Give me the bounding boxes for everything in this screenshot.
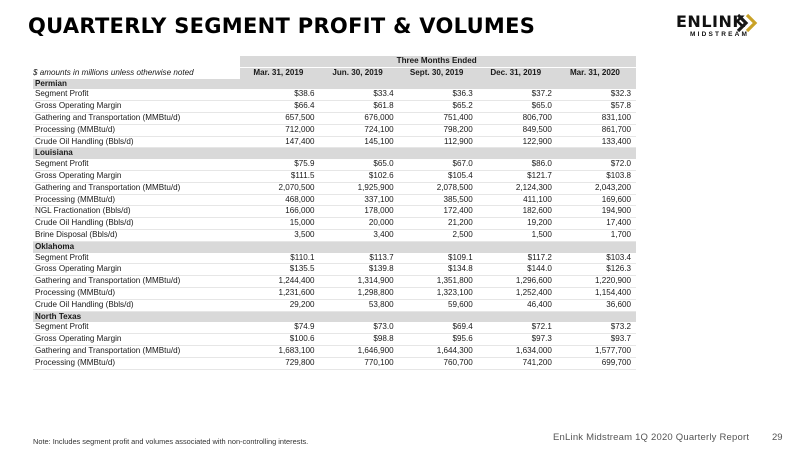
row-value: 17,400 bbox=[557, 218, 636, 230]
row-value: $65.0 bbox=[319, 159, 398, 170]
row-label: NGL Fractionation (Bbls/d) bbox=[33, 206, 240, 218]
table-row bbox=[33, 170, 636, 182]
row-value: 741,200 bbox=[478, 357, 557, 369]
row-value: $144.0 bbox=[478, 264, 557, 276]
row-value: 112,900 bbox=[399, 136, 478, 148]
row-value: $100.6 bbox=[240, 334, 319, 346]
row-value: 1,925,900 bbox=[319, 182, 398, 194]
row-label: Gross Operating Margin bbox=[33, 101, 240, 113]
segment-profit-table bbox=[33, 56, 636, 370]
row-value: 147,400 bbox=[240, 136, 319, 148]
row-label: Processing (MMBtu/d) bbox=[33, 124, 240, 136]
row-value: 699,700 bbox=[557, 357, 636, 369]
row-value: $32.3 bbox=[557, 89, 636, 100]
row-value: 337,100 bbox=[319, 194, 398, 206]
row-label: Gathering and Transportation (MMBtu/d) bbox=[33, 276, 240, 288]
row-value: $33.4 bbox=[319, 89, 398, 100]
row-value: 59,600 bbox=[399, 299, 478, 311]
row-value: 729,800 bbox=[240, 357, 319, 369]
segment-name: Louisiana bbox=[33, 148, 636, 159]
row-value: 1,323,100 bbox=[399, 287, 478, 299]
row-value: 166,000 bbox=[240, 206, 319, 218]
row-value: $103.4 bbox=[557, 253, 636, 264]
row-value: 1,314,900 bbox=[319, 276, 398, 288]
column-header: Jun. 30, 2019 bbox=[319, 67, 398, 78]
row-value: $105.4 bbox=[399, 170, 478, 182]
row-label: Brine Disposal (Bbls/d) bbox=[33, 229, 240, 241]
row-value: $69.4 bbox=[399, 322, 478, 333]
row-value: 21,200 bbox=[399, 218, 478, 230]
table-row bbox=[33, 218, 636, 230]
table-row bbox=[33, 159, 636, 170]
row-value: 849,500 bbox=[478, 124, 557, 136]
segment-header-row bbox=[33, 148, 636, 159]
row-value: $37.2 bbox=[478, 89, 557, 100]
row-value: 1,646,900 bbox=[319, 345, 398, 357]
row-value: $126.3 bbox=[557, 264, 636, 276]
row-value: 3,400 bbox=[319, 229, 398, 241]
table-row bbox=[33, 124, 636, 136]
company-logo bbox=[676, 12, 776, 48]
table-row bbox=[33, 229, 636, 241]
row-label: Crude Oil Handling (Bbls/d) bbox=[33, 136, 240, 148]
row-value: 2,078,500 bbox=[399, 182, 478, 194]
table-row bbox=[33, 101, 636, 113]
row-value: 2,043,200 bbox=[557, 182, 636, 194]
row-value: 798,200 bbox=[399, 124, 478, 136]
row-value: $102.6 bbox=[319, 170, 398, 182]
table-row bbox=[33, 345, 636, 357]
units-note: $ amounts in millions unless otherwise noted bbox=[33, 67, 194, 77]
row-value: $38.6 bbox=[240, 89, 319, 100]
row-label: Processing (MMBtu/d) bbox=[33, 357, 240, 369]
row-label: Segment Profit bbox=[33, 89, 240, 100]
row-label: Crude Oil Handling (Bbls/d) bbox=[33, 299, 240, 311]
table-row bbox=[33, 299, 636, 311]
row-value: 194,900 bbox=[557, 206, 636, 218]
row-value: 20,000 bbox=[319, 218, 398, 230]
row-value: $109.1 bbox=[399, 253, 478, 264]
footer-report-title: EnLink Midstream 1Q 2020 Quarterly Report bbox=[553, 432, 750, 443]
table-row bbox=[33, 357, 636, 369]
row-label: Gross Operating Margin bbox=[33, 264, 240, 276]
column-header: Mar. 31, 2019 bbox=[240, 67, 319, 78]
row-label: Gathering and Transportation (MMBtu/d) bbox=[33, 182, 240, 194]
row-value: 1,252,400 bbox=[478, 287, 557, 299]
row-value: 1,644,300 bbox=[399, 345, 478, 357]
row-value: $121.7 bbox=[478, 170, 557, 182]
table-row bbox=[33, 89, 636, 100]
row-value: $57.8 bbox=[557, 101, 636, 113]
row-label: Gathering and Transportation (MMBtu/d) bbox=[33, 112, 240, 124]
row-value: 1,700 bbox=[557, 229, 636, 241]
row-value: $93.7 bbox=[557, 334, 636, 346]
row-value: 657,500 bbox=[240, 112, 319, 124]
segment-header-row bbox=[33, 311, 636, 322]
row-value: $135.5 bbox=[240, 264, 319, 276]
segment-header-row bbox=[33, 241, 636, 252]
row-value: $111.5 bbox=[240, 170, 319, 182]
row-value: 1,351,800 bbox=[399, 276, 478, 288]
row-value: 1,231,600 bbox=[240, 287, 319, 299]
row-label: Crude Oil Handling (Bbls/d) bbox=[33, 218, 240, 230]
table-row bbox=[33, 206, 636, 218]
row-value: 178,000 bbox=[319, 206, 398, 218]
row-value: $75.9 bbox=[240, 159, 319, 170]
row-value: $65.0 bbox=[478, 101, 557, 113]
row-value: 468,000 bbox=[240, 194, 319, 206]
row-value: $110.1 bbox=[240, 253, 319, 264]
table-row bbox=[33, 253, 636, 264]
row-value: $113.7 bbox=[319, 253, 398, 264]
row-value: 1,683,100 bbox=[240, 345, 319, 357]
table-row bbox=[33, 276, 636, 288]
row-value: 182,600 bbox=[478, 206, 557, 218]
segment-name: Permian bbox=[33, 79, 636, 90]
row-value: 861,700 bbox=[557, 124, 636, 136]
row-value: 806,700 bbox=[478, 112, 557, 124]
page-title: QUARTERLY SEGMENT PROFIT & VOLUMES bbox=[28, 14, 536, 38]
row-value: 46,400 bbox=[478, 299, 557, 311]
row-value: 1,577,700 bbox=[557, 345, 636, 357]
table-row bbox=[33, 112, 636, 124]
logo-wordmark: ENLINK bbox=[676, 12, 746, 31]
row-value: 831,100 bbox=[557, 112, 636, 124]
row-value: 172,400 bbox=[399, 206, 478, 218]
row-label: Processing (MMBtu/d) bbox=[33, 287, 240, 299]
row-value: 2,124,300 bbox=[478, 182, 557, 194]
row-value: 169,600 bbox=[557, 194, 636, 206]
row-value: 1,500 bbox=[478, 229, 557, 241]
row-value: $95.6 bbox=[399, 334, 478, 346]
chevron-arrows-icon bbox=[736, 13, 764, 33]
row-value: 1,298,800 bbox=[319, 287, 398, 299]
row-value: $65.2 bbox=[399, 101, 478, 113]
row-value: 133,400 bbox=[557, 136, 636, 148]
row-value: 1,154,400 bbox=[557, 287, 636, 299]
row-label: Segment Profit bbox=[33, 159, 240, 170]
row-value: $61.8 bbox=[319, 101, 398, 113]
logo-subtitle: MIDSTREAM bbox=[690, 31, 750, 38]
row-value: $134.8 bbox=[399, 264, 478, 276]
table-row bbox=[33, 287, 636, 299]
row-value: $98.8 bbox=[319, 334, 398, 346]
column-header: Dec. 31, 2019 bbox=[478, 67, 557, 78]
row-value: 2,500 bbox=[399, 229, 478, 241]
row-value: 1,296,600 bbox=[478, 276, 557, 288]
column-header: Mar. 31, 2020 bbox=[557, 67, 636, 78]
segment-table-container bbox=[33, 56, 636, 370]
table-row bbox=[33, 322, 636, 333]
row-value: 712,000 bbox=[240, 124, 319, 136]
row-value: 1,220,900 bbox=[557, 276, 636, 288]
table-row bbox=[33, 136, 636, 148]
row-value: 3,500 bbox=[240, 229, 319, 241]
row-value: 724,100 bbox=[319, 124, 398, 136]
table-row bbox=[33, 334, 636, 346]
row-value: $72.1 bbox=[478, 322, 557, 333]
row-value: 53,800 bbox=[319, 299, 398, 311]
row-value: 19,200 bbox=[478, 218, 557, 230]
row-value: $72.0 bbox=[557, 159, 636, 170]
row-value: 411,100 bbox=[478, 194, 557, 206]
segment-header-row bbox=[33, 79, 636, 90]
column-header: Sept. 30, 2019 bbox=[399, 67, 478, 78]
row-value: 122,900 bbox=[478, 136, 557, 148]
row-value: $73.2 bbox=[557, 322, 636, 333]
row-value: 145,100 bbox=[319, 136, 398, 148]
row-value: 1,244,400 bbox=[240, 276, 319, 288]
row-value: $67.0 bbox=[399, 159, 478, 170]
row-value: 760,700 bbox=[399, 357, 478, 369]
row-value: 29,200 bbox=[240, 299, 319, 311]
group-header: Three Months Ended bbox=[240, 56, 636, 67]
row-value: 385,500 bbox=[399, 194, 478, 206]
segment-name: North Texas bbox=[33, 311, 636, 322]
table-row bbox=[33, 194, 636, 206]
row-value: 15,000 bbox=[240, 218, 319, 230]
row-value: $117.2 bbox=[478, 253, 557, 264]
row-value: $73.0 bbox=[319, 322, 398, 333]
row-value: 2,070,500 bbox=[240, 182, 319, 194]
row-value: $74.9 bbox=[240, 322, 319, 333]
row-value: $139.8 bbox=[319, 264, 398, 276]
footnote: Note: Includes segment profit and volumes associated with non-controlling interests. bbox=[33, 437, 309, 446]
row-value: $103.8 bbox=[557, 170, 636, 182]
row-label: Gathering and Transportation (MMBtu/d) bbox=[33, 345, 240, 357]
row-value: $66.4 bbox=[240, 101, 319, 113]
table-row bbox=[33, 182, 636, 194]
row-value: 770,100 bbox=[319, 357, 398, 369]
segment-name: Oklahoma bbox=[33, 241, 636, 252]
row-label: Segment Profit bbox=[33, 253, 240, 264]
row-label: Processing (MMBtu/d) bbox=[33, 194, 240, 206]
row-value: 36,600 bbox=[557, 299, 636, 311]
row-label: Gross Operating Margin bbox=[33, 334, 240, 346]
page-number: 29 bbox=[772, 432, 783, 443]
row-value: $97.3 bbox=[478, 334, 557, 346]
row-value: 751,400 bbox=[399, 112, 478, 124]
row-value: 676,000 bbox=[319, 112, 398, 124]
row-label: Segment Profit bbox=[33, 322, 240, 333]
row-label: Gross Operating Margin bbox=[33, 170, 240, 182]
row-value: 1,634,000 bbox=[478, 345, 557, 357]
row-value: $36.3 bbox=[399, 89, 478, 100]
table-row bbox=[33, 264, 636, 276]
row-value: $86.0 bbox=[478, 159, 557, 170]
